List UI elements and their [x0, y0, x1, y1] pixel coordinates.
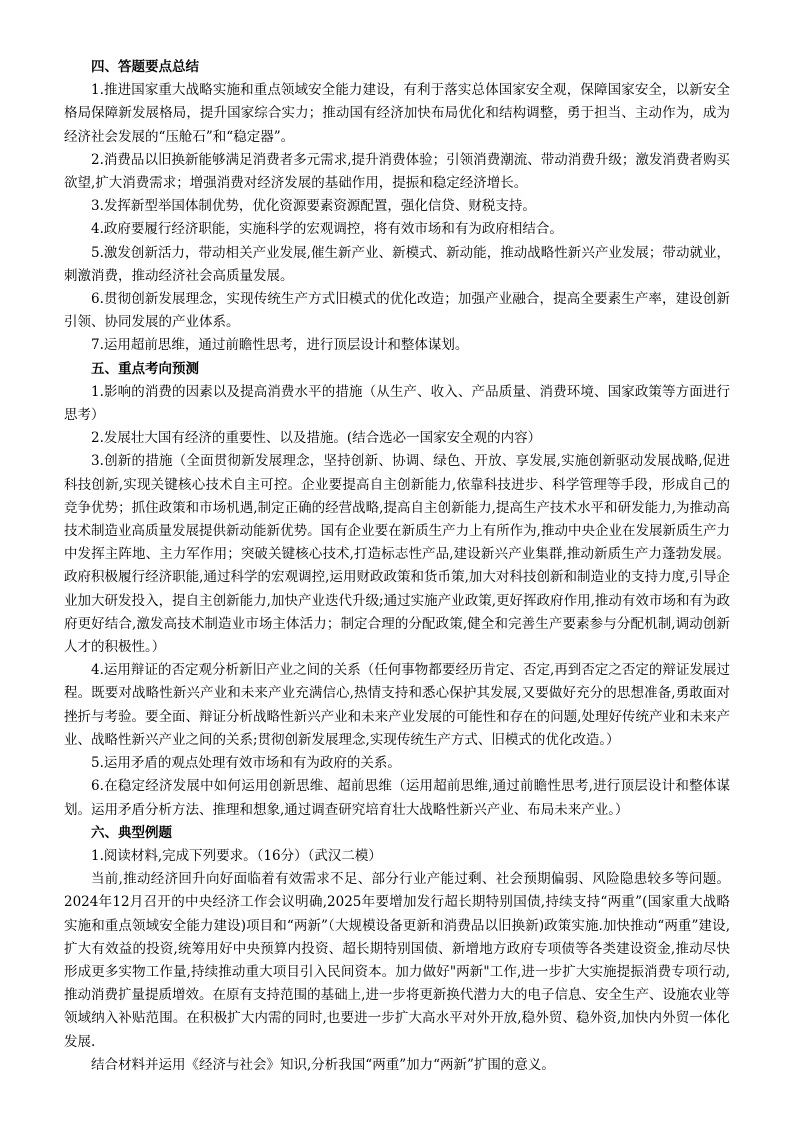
- section-heading-answer-summary: 四、答题要点总结: [91, 59, 199, 75]
- example-question-title: 1.阅读材料,完成下列要求。（16分）（武汉二模）: [91, 847, 382, 864]
- forecast-item-2: 2.发展壮大国有经济的重要性、以及措施。(结合选必一国家安全观的内容）: [91, 430, 542, 447]
- answer-point-4: 4.政府要履行经济职能，实施科学的宏观调控，将有效市场和有为政府相结合。: [91, 221, 563, 238]
- answer-point-6: 6.贯彻创新发展理念，实现传统生产方式旧模式的优化改造；加强产业融合，提高全要素生产率，建设创新引领、协同发展的产业体系。: [64, 291, 730, 331]
- document-page: [64, 56, 730, 1077]
- forecast-item-4: 4.运用辩证的否定观分析新旧产业之间的关系（任何事物都要经历肯定、否定,再到否定之否定的辩证发展过程。既要对战略性新兴产业和未来产业充满信心,热情支持和悉心保护其发展,又要做好充分的思想准备,勇敢面对挫折与考验。要全面、辩证分析战略性新兴产业和未来产业发展的可能性和存在的问题,处理好传统产业和未来产业、战略性新兴产业之间的关系;贯彻创新发展理念,实现传统生产方式、旧模式的优化改造。）: [64, 662, 730, 748]
- answer-point-5: 5.激发创新活力，带动相关产业发展,催生新产业、新模式、新动能，推动战略性新兴产业发展；带动就业，刺激消费，推动经济社会高质量发展。: [64, 244, 730, 284]
- forecast-item-5: 5.运用矛盾的观点处理有效市场和有为政府的关系。: [91, 755, 401, 772]
- answer-point-3: 3.发挥新型举国体制优势，优化资源要素资源配置，强化信贷、财税支持。: [91, 198, 536, 215]
- answer-point-7: 7.运用超前思维，通过前瞻性思考，进行顶层设计和整体谋划。: [91, 337, 469, 354]
- example-question-prompt: 结合材料并运用《经济与社会》知识,分析我国“两重”加力“两新”扩围的意义。: [91, 1056, 555, 1073]
- section-heading-exam-forecast: 五、重点考向预测: [91, 360, 199, 377]
- forecast-item-6: 6.在稳定经济发展中如何运用创新思维、超前思维（运用超前思维,通过前瞻性思考,进行顶层设计和整体谋划。运用矛盾分析方法、推理和想象,通过调查研究培育壮大战略性新兴产业、布局未来产业。）: [64, 778, 730, 818]
- forecast-item-1: 1.影响的消费的因素以及提高消费水平的措施（从生产、收入、产品质量、消费环境、国家政策等方面进行思考）: [64, 383, 730, 424]
- forecast-item-3: 3.创新的措施（全面贯彻新发展理念，坚持创新、协调、绿色、开放、享发展,实施创新驱动发展战略,促进科技创新,实现关键核心技术自主可控。企业要提高自主创新能力,依靠科技进步、科学管理等手段，形成自己的竞争优势；抓住政策和市场机遇,制定正确的经营战略,提高自主创新能力,提高生产技术水平和研发能力,为推动高技术制造业高质量发展提供新动能新优势。国有企业要在新质生产力上有所作为,推动中央企业在发展新质生产力中发挥主阵地、主力军作用；突破关键核心技术,打造标志性产品,建设新兴产业集群,推动新质生产力蓬勃发展。政府积极履行经济职能,通过科学的宏观调控,运用财政政策和货币策,加大对科技创新和制造业的支持力度,引导企业加大研发投入，提自主创新能力,加快产业迭代升级;通过实施产业政策,更好挥政府作用,推动有效市场和有为政府更好结合,激发高技术制造业市场主体活力；制定合理的分配政策,健全和完善生产要素参与分配机制,调动创新人才的积极性。）: [64, 453, 730, 656]
- answer-point-2: 2.消费品以旧换新能够满足消费者多元需求,提升消费体验；引领消费潮流、带动消费升级；激发消费者购买欲望,扩大消费需求；增强消费对经济发展的基础作用，提振和稳定经济增长。: [64, 151, 730, 192]
- example-material-text: 当前,推动经济回升向好面临着有效需求不足、部分行业产能过剩、社会预期偏弱、风险隐患较多等问题。2024年12月召开的中央经济工作会议明确,2025年要增加发行超长期特别国债,持续支持“两重”(国家重大战略实施和重点领域安全能力建设)项目和“两新”（大规模设备更新和消费品以旧换新)政策实施.加快推动“两重”建设,扩大有效益的投资,统筹用好中央预算内投资、超长期特别国债、新增地方政府专项债等各类建设资金,推动尽快形成更多实物工作量,持续推动重大项目引入民间资本。加力做好"两新"工作,进一步扩大实施提振消费专项行动,推动消费扩量提质增效。在原有支持范围的基础上,进一步将更新换代潜力大的电子信息、安全生产、设施农业等领域纳入补贴范围。在积极扩大内需的同时,也要进一步扩大高水平对外开放,稳外贸、稳外资,加快内外贸一体化发展.: [64, 871, 730, 1050]
- answer-point-1: 1.推进国家重大战略实施和重点领域安全能力建设，有利于落实总体国家安全观，保障国家安全，以新安全格局保障新发展格局，提升国家综合实力；推动国有经济加快布局优化和结构调整，勇于担当、主动作为，成为经济社会发展的“压舱石”和“稳定器”。: [64, 82, 730, 145]
- section-heading-example-questions: 六、典型例题: [91, 824, 172, 841]
